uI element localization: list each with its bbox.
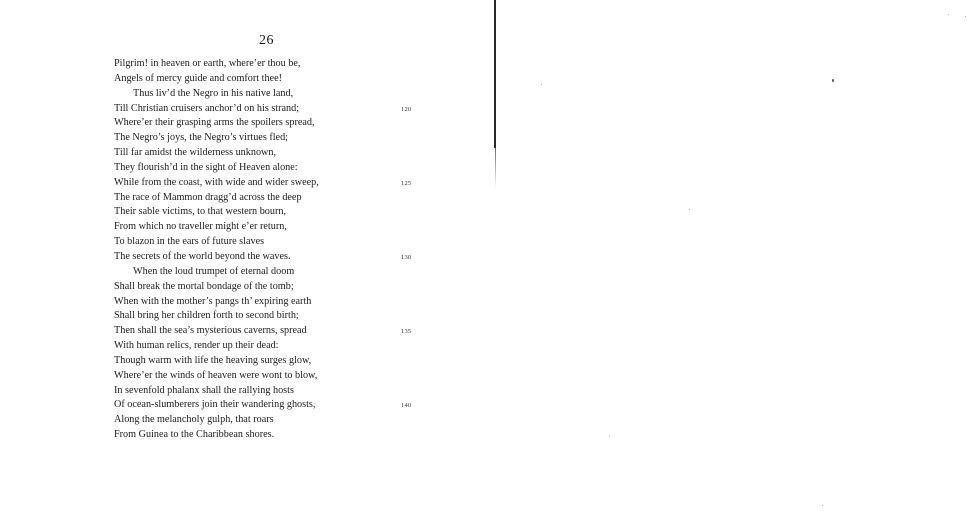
poem-line-text: Where’er their grasping arms the spoilers spread, (114, 117, 315, 129)
poem-line-text: When the loud trumpet of eternal doom (133, 265, 295, 277)
poem-line (114, 102, 434, 117)
poem-line-text: The secrets of the world beyond the waves. (114, 250, 291, 262)
page-gutter-divider (494, 0, 496, 148)
paper-speck (689, 209, 690, 210)
poem-line-text: Their sable victims, to that western bourn, (114, 206, 287, 218)
poem-line-text: Then shall the sea’s mysterious caverns, spread (114, 325, 307, 337)
poem-line (114, 220, 434, 235)
poem-line-text: With human relics, render up their dead: (114, 340, 279, 352)
poem-line (114, 146, 434, 161)
poem-line-text: While from the coast, with wide and wider sweep, (114, 176, 319, 188)
poem-line-text: Along the melancholy gulph, that roars (114, 414, 274, 426)
page-gutter-divider-fade (495, 148, 496, 188)
poem-line-text: Angels of mercy guide and comfort thee! (114, 72, 283, 84)
poem-line (114, 176, 434, 191)
poem-line (114, 72, 434, 87)
poem-line-text: Till far amidst the wilderness unknown, (114, 147, 277, 159)
poem-line (114, 131, 434, 146)
poem-line-text: The race of Mammon dragg’d across the deep (114, 191, 302, 203)
poem-line (114, 191, 434, 206)
poem-line (114, 205, 434, 220)
poem-line (114, 265, 434, 280)
paper-speck (541, 84, 542, 85)
poem-line-text: They flourish’d in the sight of Heaven alone: (114, 161, 298, 173)
paper-speck (609, 436, 610, 437)
line-number: 125 (401, 179, 412, 187)
poem-line-text: Shall bring her children forth to second birth; (114, 310, 299, 322)
poem-line (114, 250, 434, 265)
poem-line-text: In sevenfold phalanx shall the rallying hosts (114, 384, 294, 396)
poem-line (114, 428, 434, 443)
paper-speck (822, 505, 823, 506)
poem-line (114, 295, 434, 310)
line-number: 120 (401, 105, 412, 113)
poem-line-text: Of ocean-slumberers join their wandering ghosts, (114, 399, 316, 411)
poem-line (114, 280, 434, 295)
poem-line (114, 384, 434, 399)
poem-line-text: To blazon in the ears of future slaves (114, 236, 265, 248)
poem-line-text: Where’er the winds of heaven were wont to blow, (114, 369, 318, 381)
poem-line (114, 309, 434, 324)
poem-line-text: Though warm with life the heaving surges glow, (114, 354, 312, 366)
poem-line-text: Shall break the mortal bondage of the tomb; (114, 280, 294, 292)
poem-text (114, 57, 434, 443)
poem-line (114, 161, 434, 176)
paper-speck (965, 16, 966, 17)
line-number: 135 (401, 328, 412, 336)
poem-line-text: When with the mother’s pangs th’ expiring earth (114, 295, 312, 307)
paper-speck (948, 14, 949, 15)
page-number: 26 (259, 33, 274, 48)
line-number: 140 (401, 402, 412, 410)
poem-line-text: Thus liv’d the Negro in his native land, (133, 87, 294, 99)
poem-line (114, 398, 434, 413)
poem-line (114, 324, 434, 339)
poem-line (114, 413, 434, 428)
poem-line (114, 235, 434, 250)
poem-line (114, 87, 434, 102)
poem-line-text: From which no traveller might e’er return, (114, 221, 287, 233)
poem-line-text: Till Christian cruisers anchor’d on his strand; (114, 102, 300, 114)
poem-line-text: From Guinea to the Charibbean shores. (114, 429, 275, 441)
poem-line (114, 116, 434, 131)
poem-line-text: Pilgrim! in heaven or earth, where’er thou be, (114, 58, 301, 69)
line-number: 130 (401, 253, 412, 261)
poem-line (114, 354, 434, 369)
poem-line (114, 339, 434, 354)
poem-line (114, 369, 434, 384)
paper-speck (832, 79, 834, 82)
poem-line (114, 57, 434, 72)
poem-line-text: The Negro’s joys, the Negro’s virtues fled; (114, 132, 288, 144)
